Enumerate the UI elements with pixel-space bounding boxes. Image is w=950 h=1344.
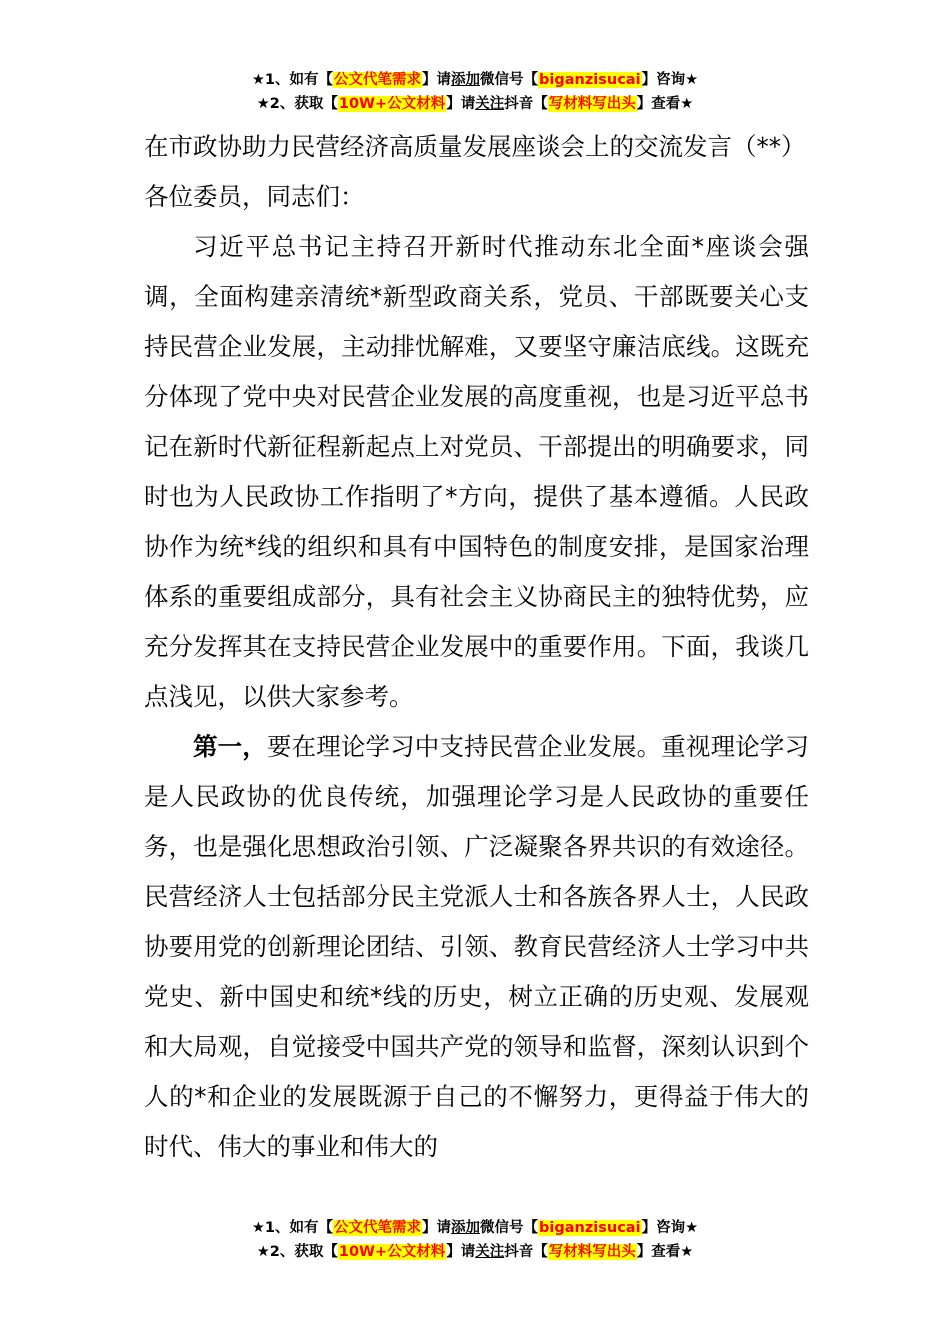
banner-text: 】查看★ bbox=[636, 96, 694, 112]
banner-underlined-text: 添加 bbox=[451, 72, 481, 88]
banner-line-1 bbox=[0, 68, 950, 92]
banner-highlight: 10W+公文材料 bbox=[338, 1244, 446, 1260]
banner-highlight: 10W+公文材料 bbox=[338, 96, 446, 112]
banner-text: 】咨询★ bbox=[641, 1220, 699, 1236]
banner-line-2 bbox=[0, 1240, 950, 1264]
banner-line-2 bbox=[0, 92, 950, 116]
banner-underlined-text: 关注 bbox=[475, 96, 505, 112]
banner-text: 微信号【 bbox=[480, 1220, 539, 1236]
banner-text: ★2、获取【 bbox=[256, 1244, 338, 1260]
banner-text: 】查看★ bbox=[636, 1244, 694, 1260]
salutation: 各位委员，同志们： bbox=[144, 182, 365, 211]
banner-highlight: 写材料写出头 bbox=[548, 1244, 636, 1260]
banner-highlight: 公文代笔需求 bbox=[334, 1220, 422, 1236]
banner-highlight: biganzisucai bbox=[539, 1220, 641, 1236]
banner-text: ★1、如有【 bbox=[251, 1220, 334, 1236]
document-title: 在市政协助力民营经济高质量发展座谈会上的交流发言（**） bbox=[144, 132, 806, 161]
paragraph-2-heading: 要在理论学习中支持民营企业发展。 bbox=[266, 732, 662, 761]
banner-highlight: 公文代笔需求 bbox=[334, 72, 422, 88]
banner-text: 】请 bbox=[446, 1244, 476, 1260]
banner-text: 】请 bbox=[422, 72, 452, 88]
banner-underlined-text: 关注 bbox=[475, 1244, 505, 1260]
paragraph-1: 习近平总书记主持召开新时代推动东北全面*座谈会强调，全面构建亲清统*新型政商关系，党员、干部既要关心支持民营企业发展，主动排忧解难，又要坚守廉洁底线。这既充分体现了党中央对民营企业发展的高度重视，也是习近平总书记在新时代新征程新起点上对党员、干部提出的明确要求，同时也为人民政协工作指明了*方向，提供了基本遵循。人民政协作为统*线的组织和具有中国特色的制度安排，是国家治理体系的重要组成部分，具有社会主义协商民主的独特优势，应充分发挥其在支持民营企业发展中的重要作用。下面，我谈几点浅见，以供大家参考。 bbox=[144, 232, 809, 711]
banner-text: 】请 bbox=[446, 96, 476, 112]
banner-text: 抖音【 bbox=[504, 1244, 548, 1260]
banner-text: ★1、如有【 bbox=[251, 72, 334, 88]
paragraph-2-body: 重视理论学习是人民政协的优良传统，加强理论学习是人民政协的重要任务，也是强化思想政治引领、广泛凝聚各界共识的有效途径。民营经济人士包括部分民主党派人士和各族各界人士，人民政协要用党的创新理论团结、引领、教育民营经济人士学习中共党史、新中国史和统*线的历史，树立正确的历史观、发展观和大局观，自觉接受中国共产党的领导和监督，深刻认识到个人的*和企业的发展既源于自己的不懈努力，更得益于伟大的时代、伟大的事业和伟大的 bbox=[144, 732, 810, 1161]
banner-line-1 bbox=[0, 1216, 950, 1240]
paragraph-2-lead: 第一， bbox=[193, 732, 267, 761]
header-banner bbox=[0, 68, 950, 116]
paragraph-2 bbox=[144, 722, 809, 1172]
footer-banner bbox=[0, 1216, 950, 1264]
banner-highlight: 写材料写出头 bbox=[548, 96, 636, 112]
document-body bbox=[144, 122, 809, 1172]
banner-highlight: biganzisucai bbox=[539, 72, 641, 88]
banner-text: ★2、获取【 bbox=[256, 96, 338, 112]
banner-text: 微信号【 bbox=[480, 72, 539, 88]
banner-text: 抖音【 bbox=[504, 96, 548, 112]
banner-text: 】咨询★ bbox=[641, 72, 699, 88]
banner-text: 】请 bbox=[422, 1220, 452, 1236]
banner-underlined-text: 添加 bbox=[451, 1220, 481, 1236]
